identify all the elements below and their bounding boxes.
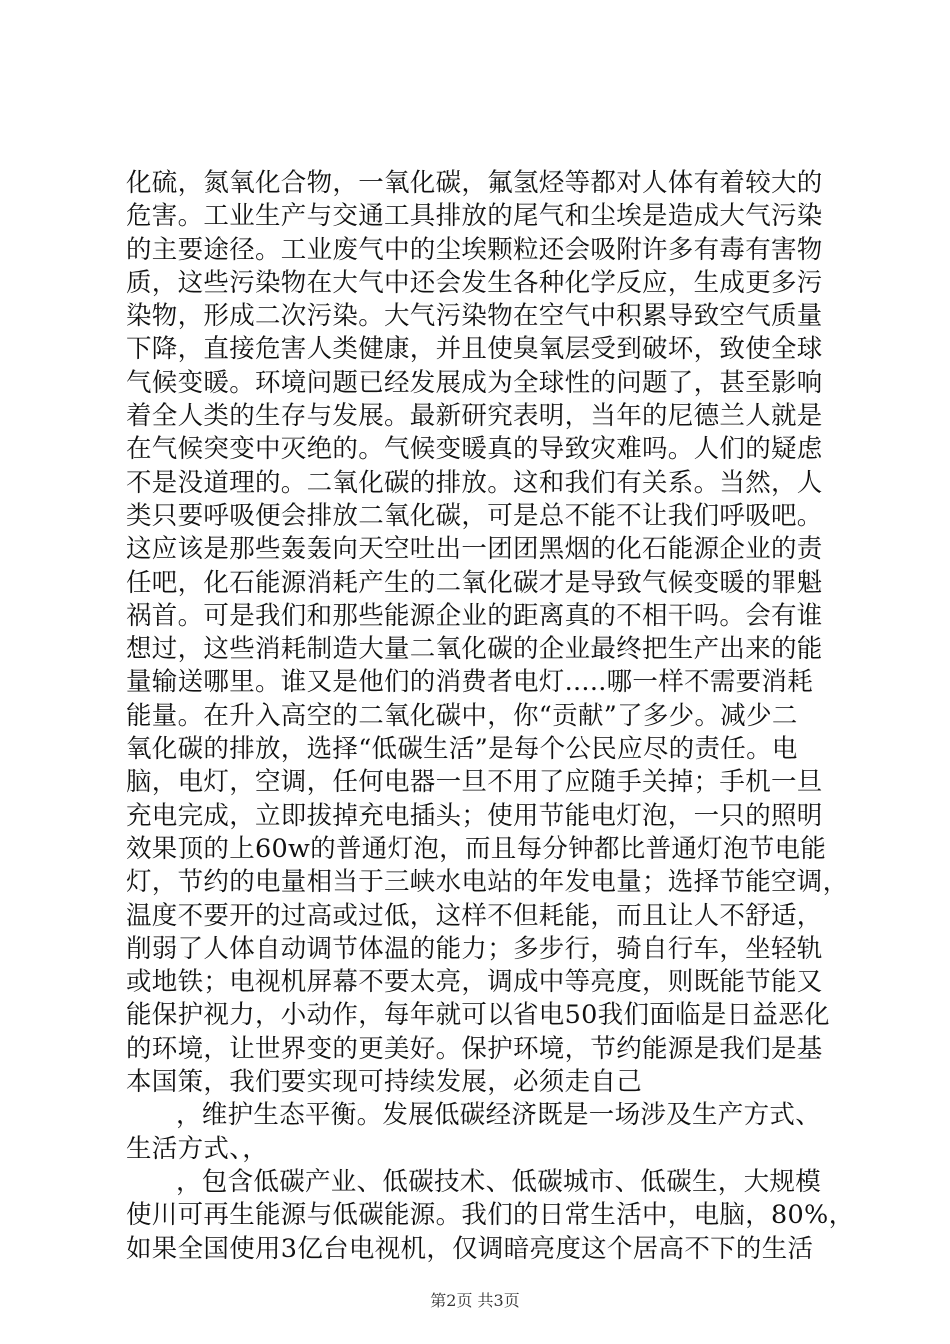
text-line: 不是没道理的。二氧化碳的排放。这和我们有关系。当然，人 <box>126 467 823 498</box>
text-line: 生活方式、， <box>126 1133 269 1164</box>
text-line: 使川可再生能源与低碳能源。我们的日常生活中，电脑，80%， <box>126 1200 855 1231</box>
text-line-indented: ，维护生态平衡。发展低碳经济既是一场涉及生产方式、 <box>176 1100 822 1131</box>
text-line: 充电完成，立即拔掉充电插头；使用节能电灯泡，一只的照明 <box>126 800 823 831</box>
text-line: 或地铁；电视机屏幕不要太亮，调成中等亮度，则既能节能又 <box>126 967 823 998</box>
text-line: 的主要途径。工业废气中的尘埃颗粒还会吸附许多有毒有害物 <box>126 234 823 265</box>
text-line: 灯，节约的电量相当于三峡水电站的年发电量；选择节能空调， <box>126 867 849 898</box>
text-line: 在气候突变中灭绝的。气候变暖真的导致灾难吗。人们的疑虑 <box>126 434 823 465</box>
text-line-indented: ，包含低碳产业、低碳技术、低碳城市、低碳生，大规模 <box>176 1166 822 1197</box>
text-line: 量输送哪里。谁又是他们的消费者电灯.....哪一样不需要消耗 <box>126 667 814 698</box>
text-line: 类只要呼吸便会排放二氧化碳，可是总不能不让我们呼吸吧。 <box>126 500 823 531</box>
text-line: 下降，直接危害人类健康，并且使臭氧层受到破坏，致使全球 <box>126 334 823 365</box>
text-line: 着全人类的生存与发展。最新研究表明，当年的尼德兰人就是 <box>126 401 823 432</box>
text-line: 的环境，让世界变的更美好。保护环境，节约能源是我们是基 <box>126 1033 823 1064</box>
text-line: 染物，形成二次污染。大气污染物在空气中积累导致空气质量 <box>126 301 823 332</box>
text-line: 想过，这些消耗制造大量二氧化碳的企业最终把生产出来的能 <box>126 634 823 665</box>
text-line: 削弱了人体自动调节体温的能力；多步行，骑自行车，坐轻轨 <box>126 933 823 964</box>
text-line: 化硫，氮氧化合物，一氧化碳，氟氢烃等都对人体有着较大的 <box>126 168 823 198</box>
body-text <box>126 167 855 1266</box>
text-line: 如果全国使用3亿台电视机，仅调暗亮度这个居高不下的生活 <box>126 1233 814 1264</box>
text-line: 任吧，化石能源消耗产生的二氧化碳才是导致气候变暖的罪魁 <box>126 567 823 598</box>
text-line: 这应该是那些轰轰向天空吐出一团团黑烟的化石能源企业的责 <box>126 534 823 565</box>
text-line: 能保护视力，小动作，每年就可以省电50我们面临是日益恶化 <box>126 1000 830 1031</box>
text-line: 危害。工业生产与交通工具排放的尾气和尘埃是造成大气污染 <box>126 201 823 232</box>
text-line: 效果顶的上60w的普通灯泡，而且每分钟都比普通灯泡节电能 <box>126 833 827 864</box>
text-line: 质，这些污染物在大气中还会发生各种化学反应，生成更多污 <box>126 267 823 298</box>
text-line: 能量。在升入高空的二氧化碳中，你“贡献”了多少。减少二 <box>126 700 798 731</box>
text-line: 脑，电灯，空调，任何电器一旦不用了应随手关掉；手机一旦 <box>126 767 823 798</box>
text-line: 氧化碳的排放，选择“低碳生活”是每个公民应尽的责任。电 <box>126 734 798 765</box>
page-footer: 第2页 共3页 <box>430 1291 520 1310</box>
text-line: 本国策，我们要实现可持续发展，必须走自己 <box>126 1067 643 1098</box>
text-line: 气候变暖。环境问题已经发展成为全球性的问题了，甚至影响 <box>126 367 823 398</box>
text-line: 温度不要开的过高或过低，这样不但耗能，而且让人不舒适， <box>126 900 823 931</box>
text-line: 祸首。可是我们和那些能源企业的距离真的不相干吗。会有谁 <box>126 600 823 631</box>
